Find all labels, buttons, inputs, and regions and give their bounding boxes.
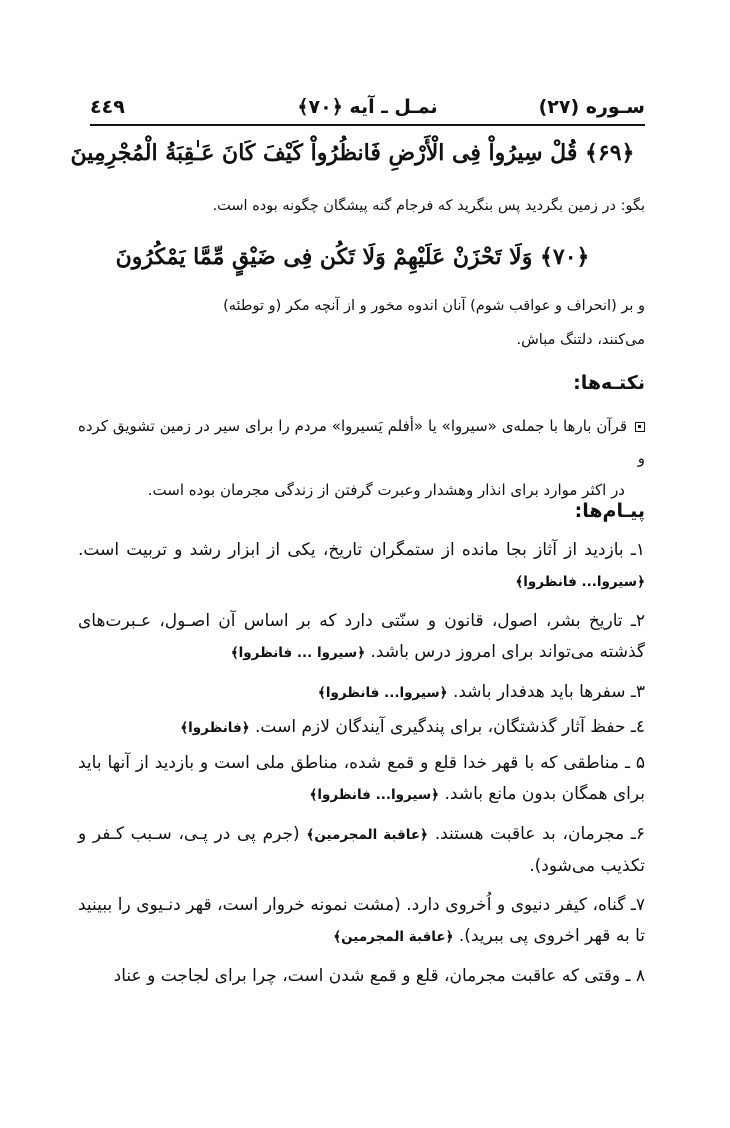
quran-quote: ﴿سیروا... فانظروا﴾ [309,787,440,803]
message-item-3 [78,677,645,709]
verse-69-arabic: ﴿۶۹﴾ قُلْ سِيرُواْ فِى الْأَرْضِ فَانظُرُواْ كَيْفَ كَانَ عَـٰقِبَةُ الْمُجْرِمِينَ [70,140,635,166]
quran-quote: ﴿عاقبة المجرمین﴾ [306,827,428,843]
message-text: ۳ـ سفرها باید هدفدار باشد. [452,682,645,702]
verse-70-translation-line1: و بر (انحراف و عواقب شوم) آنان اندوه مخور و از آنچه مکر (و توطئه) [223,298,645,314]
message-text: ۷ـ گناه، کیفر دنیوی و اُخروی دارد. (مشت نمونه خروار است، قهر دنـیوی را ببینید تا به قهر اخروی پی ببرید). [78,895,645,946]
message-item-8 [78,961,645,992]
note-line-1: قرآن بارها با جمله‌ی «سیروا» یا «أفلم یَسیروا» مردم را برای سیر در زمین تشویق کرده و [78,417,645,467]
note-line-2: در اکثر موارد برای انذار وهشدار وعبرت گرفتن از زندگی مجرمان بوده است. [147,481,625,499]
message-text-continued: (جرم پی در پـی، سـبب کـفر و تکذیب می‌شود). [78,824,645,876]
page-header [90,96,645,126]
quran-quote: ﴿سیروا ... فانظروا﴾ [230,645,366,661]
message-text: ۱ـ بازدید از آثاز بجا مانده از ستمگران تاریخ، یکی از ابزار رشد و تربیت است. [78,540,645,560]
message-item-4 [78,712,645,744]
quran-quote: ﴿فانظروا﴾ [180,720,250,736]
message-text: ۶ـ مجرمان، بد عاقبت هستند. [434,824,646,844]
message-text: ۲ـ تاریخ بشر، اصول، قانون و سنّتی دارد که بر اساس آن اصـول، عـبرت‌های گذشته می‌تواند برای امروز درس باشد. [78,611,645,662]
quran-quote: ﴿سیروا... فانظروا﴾ [515,574,645,590]
message-item-7 [78,890,645,953]
message-text: ۵ ـ مناطقی که با قهر خدا قلع و قمع شده، مناطق ملی است و بازدید از آنها باید برای همگان بدون مانع باشد. [78,753,645,804]
verse-70-arabic: ﴿۷۰﴾ وَلَا تَحْزَنْ عَلَيْهِمْ وَلَا تَكُن فِى ضَيْقٍ مِّمَّا يَمْكُرُونَ [115,244,590,270]
message-item-6 [78,819,645,882]
message-item-1 [78,535,645,598]
chapter-verse-title: نمـل ـ آیه ﴿۷۰﴾ [297,96,438,118]
verse-70-translation-line2: می‌کنند، دلتنگ مباش. [516,332,645,348]
messages-title: پیـام‌ها: [574,500,645,522]
note-item [78,410,645,506]
surah-label: سـوره (۲۷) [538,96,645,118]
message-item-2 [78,606,645,669]
quran-quote: ﴿عاقبة المجرمین﴾ [333,929,454,945]
quran-quote: ﴿سیروا... فانظروا﴾ [317,685,448,701]
message-text: ٤ـ حفظ آثار گذشتگان، برای پندگیری آیندگان لازم است. [255,717,645,737]
page-number: ٤٤٩ [90,96,125,118]
message-item-5 [78,748,645,811]
square-bullet-icon [635,422,645,432]
message-text: ۸ ـ وقتی که عاقبت مجرمان، قلع و قمع شدن است، چرا برای لجاجت و عناد [113,966,645,986]
verse-69-translation: بگو: در زمین بگردید پس بنگرید که فرجام گنه پیشگان چگونه بوده است. [212,198,645,214]
notes-title: نکتـه‌ها: [573,372,645,394]
